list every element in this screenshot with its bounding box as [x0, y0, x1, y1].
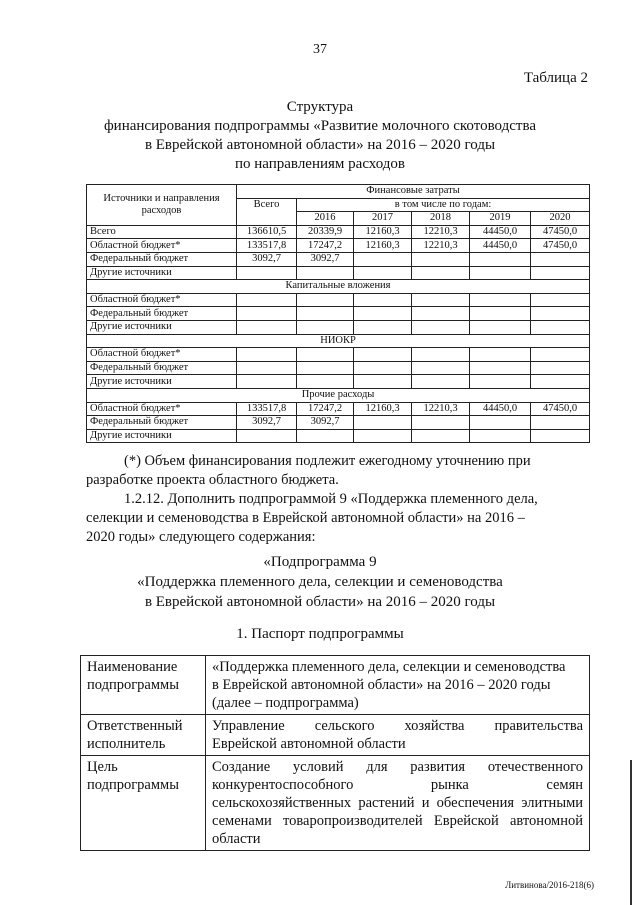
passport-key	[81, 756, 206, 851]
passport-value	[206, 656, 590, 715]
year-value-cell	[412, 307, 470, 321]
section-header: Прочие расходы	[87, 388, 590, 402]
year-value-cell: 47450,0	[531, 239, 590, 253]
table-row	[87, 266, 590, 280]
year-value-cell	[412, 361, 470, 375]
row-label: Областной бюджет*	[87, 239, 237, 253]
year-value-cell	[297, 375, 354, 389]
year-value-cell: 44450,0	[470, 402, 531, 416]
amendment-paragraph	[86, 490, 589, 547]
year-value-cell	[297, 320, 354, 334]
costs-header: Финансовые затраты	[237, 185, 590, 199]
year-value-cell	[531, 252, 590, 266]
header-row	[87, 185, 590, 199]
total-header: Всего	[237, 198, 297, 225]
year-value-cell: 12160,3	[354, 239, 412, 253]
year-value-cell	[470, 375, 531, 389]
passport-value-line: Создание условий для развития отечественного	[212, 759, 583, 775]
year-value-cell	[531, 416, 590, 430]
paragraph-line: 1.2.12. Дополнить подпрограммой 9 «Поддержка племенного дела,	[124, 491, 538, 507]
section-row	[87, 388, 590, 402]
year-value-cell: 12210,3	[412, 239, 470, 253]
total-cell	[237, 307, 297, 321]
footnote-line: (*) Объем финансирования подлежит ежегодному уточнению при	[124, 453, 531, 469]
table-row	[87, 307, 590, 321]
paragraph-line: селекции и семеноводства в Еврейской автономной области» на 2016 –	[86, 510, 525, 526]
passport-key-line: Ответственный	[87, 718, 183, 734]
section-row	[87, 334, 590, 348]
row-label: Другие источники	[87, 375, 237, 389]
passport-value-line: Управление сельского хозяйства правительства	[212, 718, 583, 734]
total-cell: 3092,7	[237, 416, 297, 430]
passport-value	[206, 756, 590, 851]
passport-key-line: подпрограммы	[87, 777, 179, 793]
title-line: по направлениям расходов	[234, 156, 405, 172]
financing-table	[86, 184, 590, 443]
section-header: НИОКР	[87, 334, 590, 348]
year-value-cell	[412, 266, 470, 280]
row-label: Федеральный бюджет	[87, 252, 237, 266]
section-header: Капитальные вложения	[87, 280, 590, 294]
total-cell: 136610,5	[237, 225, 297, 239]
title-line: финансирования подпрограммы «Развитие молочного скотоводства	[103, 118, 537, 134]
subprogram-title	[60, 552, 580, 612]
row-label: Всего	[87, 225, 237, 239]
row-label: Федеральный бюджет	[87, 416, 237, 430]
year-value-cell: 17247,2	[297, 402, 354, 416]
year-value-cell	[354, 416, 412, 430]
year-value-cell	[412, 416, 470, 430]
row-label: Федеральный бюджет	[87, 361, 237, 375]
year-value-cell: 12210,3	[412, 225, 470, 239]
table-title	[60, 98, 580, 174]
year-value-cell	[531, 266, 590, 280]
year-value-cell	[470, 348, 531, 362]
year-value-cell	[297, 361, 354, 375]
passport-key	[81, 656, 206, 715]
title-line: Структура	[286, 99, 354, 115]
subprogram-title-line: в Еврейской автономной области» на 2016 – 2020 годы	[144, 594, 496, 610]
by-years-header: в том числе по годам:	[297, 198, 590, 212]
total-cell	[237, 375, 297, 389]
year-value-cell	[354, 266, 412, 280]
year-value-cell	[470, 266, 531, 280]
year-value-cell	[412, 293, 470, 307]
total-cell	[237, 348, 297, 362]
footnote-line: разработке проекта областного бюджета.	[86, 472, 339, 488]
row-label: Другие источники	[87, 320, 237, 334]
sources-header: Источники и направления расходов	[87, 185, 237, 226]
year-header: 2020	[531, 212, 590, 226]
year-value-cell: 47450,0	[531, 225, 590, 239]
year-header: 2016	[297, 212, 354, 226]
year-value-cell	[531, 293, 590, 307]
year-value-cell	[297, 429, 354, 443]
year-value-cell	[354, 429, 412, 443]
year-value-cell	[354, 320, 412, 334]
year-value-cell	[297, 307, 354, 321]
footnote	[86, 452, 589, 490]
table-row	[87, 293, 590, 307]
table-row	[87, 375, 590, 389]
year-value-cell	[354, 361, 412, 375]
year-value-cell	[531, 307, 590, 321]
table-row	[87, 402, 590, 416]
passport-value-line: (далее – подпрограмма)	[212, 695, 359, 711]
total-cell: 3092,7	[237, 252, 297, 266]
year-value-cell	[412, 320, 470, 334]
year-value-cell	[412, 429, 470, 443]
passport-table	[80, 655, 590, 851]
year-value-cell	[470, 252, 531, 266]
passport-value-line: конкурентоспособного рынка семян	[212, 777, 583, 793]
year-value-cell	[412, 375, 470, 389]
passport-value-line: области	[212, 831, 261, 847]
total-cell	[237, 320, 297, 334]
year-value-cell: 20339,9	[297, 225, 354, 239]
row-label: Областной бюджет*	[87, 293, 237, 307]
year-value-cell	[297, 293, 354, 307]
year-value-cell	[297, 348, 354, 362]
section-row	[87, 280, 590, 294]
year-value-cell	[470, 416, 531, 430]
year-value-cell	[354, 307, 412, 321]
year-header: 2017	[354, 212, 412, 226]
row-label: Областной бюджет*	[87, 348, 237, 362]
row-label: Другие источники	[87, 429, 237, 443]
passport-value-line: в Еврейской автономной области» на 2016 – 2020 годы	[212, 677, 551, 693]
year-value-cell	[354, 293, 412, 307]
year-value-cell	[531, 429, 590, 443]
year-value-cell	[531, 375, 590, 389]
table-row	[87, 348, 590, 362]
year-value-cell: 12160,3	[354, 402, 412, 416]
table-row	[87, 225, 590, 239]
year-value-cell: 3092,7	[297, 416, 354, 430]
table-row	[87, 429, 590, 443]
year-header: 2018	[412, 212, 470, 226]
footer-reference: Литвинова/2016-218(6)	[505, 880, 594, 890]
passport-key-line: Цель	[87, 759, 118, 775]
year-value-cell	[297, 266, 354, 280]
passport-row	[81, 656, 590, 715]
passport-heading: 1. Паспорт подпрограммы	[236, 626, 404, 642]
passport-row	[81, 756, 590, 851]
year-value-cell	[470, 429, 531, 443]
table-row	[87, 239, 590, 253]
passport-value	[206, 715, 590, 756]
year-value-cell	[412, 252, 470, 266]
table-row	[87, 361, 590, 375]
passport-key-line: Наименование	[87, 659, 178, 675]
year-value-cell	[531, 361, 590, 375]
year-value-cell	[354, 348, 412, 362]
year-value-cell	[531, 348, 590, 362]
row-label: Другие источники	[87, 266, 237, 280]
year-value-cell: 12210,3	[412, 402, 470, 416]
year-value-cell	[470, 293, 531, 307]
passport-key-line: подпрограммы	[87, 677, 179, 693]
year-value-cell	[354, 252, 412, 266]
table-row	[87, 320, 590, 334]
year-value-cell	[470, 307, 531, 321]
year-value-cell	[354, 375, 412, 389]
passport-value-line: сельскохозяйственных растений и обеспечения элитными	[212, 795, 583, 811]
year-value-cell: 12160,3	[354, 225, 412, 239]
total-cell: 133517,8	[237, 239, 297, 253]
paragraph-line: 2020 годы» следующего содержания:	[86, 529, 316, 545]
table-row	[87, 416, 590, 430]
year-value-cell: 44450,0	[470, 225, 531, 239]
total-cell: 133517,8	[237, 402, 297, 416]
passport-value-line: «Поддержка племенного дела, селекции и семеноводства	[212, 659, 566, 675]
year-value-cell	[531, 320, 590, 334]
year-value-cell	[470, 320, 531, 334]
year-value-cell: 3092,7	[297, 252, 354, 266]
total-cell	[237, 361, 297, 375]
passport-key	[81, 715, 206, 756]
subprogram-title-line: «Поддержка племенного дела, селекции и семеноводства	[137, 574, 503, 590]
passport-key-line: исполнитель	[87, 736, 166, 752]
year-value-cell	[412, 348, 470, 362]
total-cell	[237, 266, 297, 280]
total-cell	[237, 293, 297, 307]
year-value-cell: 47450,0	[531, 402, 590, 416]
subprogram-title-line: «Подпрограмма 9	[263, 554, 377, 570]
passport-value-line: семенами товаропроизводителей Еврейской автономной	[212, 813, 583, 829]
table-label: Таблица 2	[523, 70, 588, 86]
year-value-cell: 17247,2	[297, 239, 354, 253]
row-label: Федеральный бюджет	[87, 307, 237, 321]
passport-row	[81, 715, 590, 756]
year-value-cell	[470, 361, 531, 375]
total-cell	[237, 429, 297, 443]
scan-edge-line	[630, 760, 632, 905]
year-header: 2019	[470, 212, 531, 226]
page-number: 37	[313, 42, 327, 57]
title-line: в Еврейской автономной области» на 2016 – 2020 годы	[144, 137, 496, 153]
year-value-cell: 44450,0	[470, 239, 531, 253]
table-row	[87, 252, 590, 266]
row-label: Областной бюджет*	[87, 402, 237, 416]
passport-value-line: Еврейской автономной области	[212, 736, 406, 752]
